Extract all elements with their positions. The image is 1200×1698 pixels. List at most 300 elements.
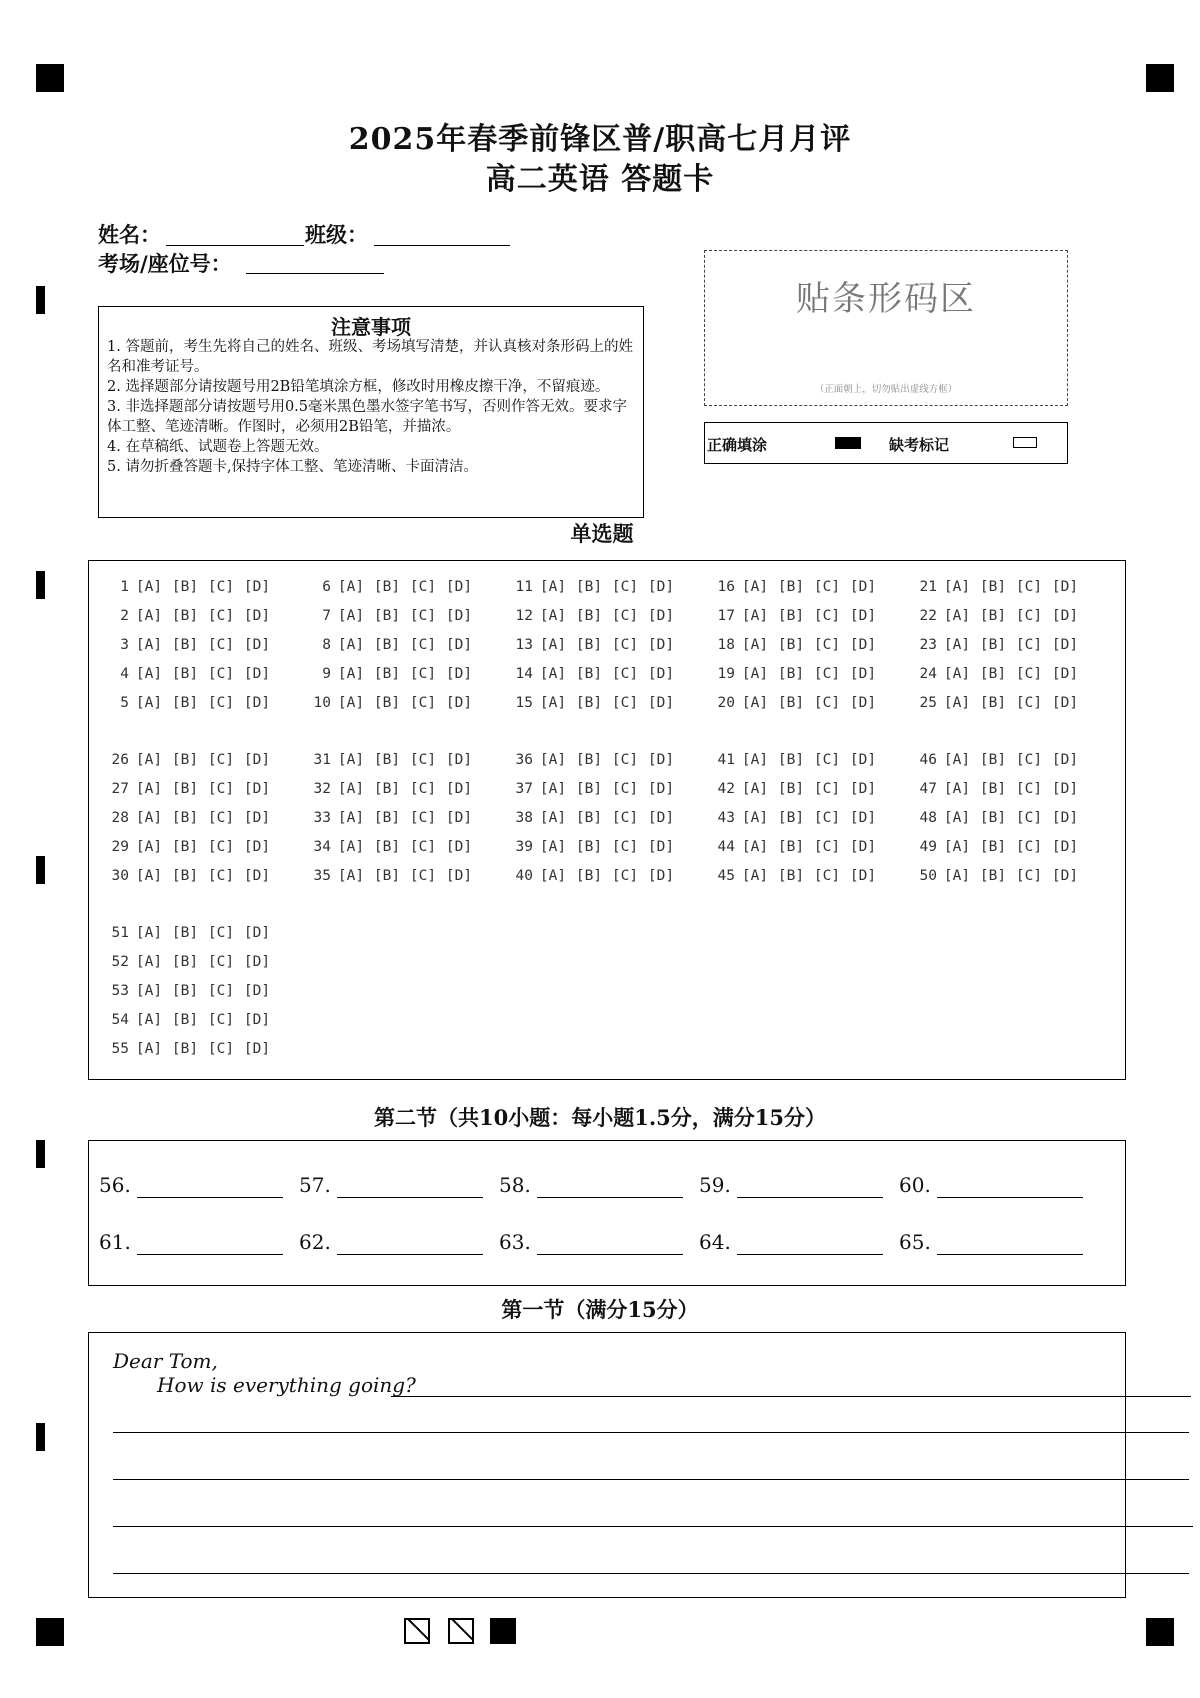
answer-option-bubble[interactable]: [B] — [979, 608, 1007, 624]
blank-answer-line[interactable] — [737, 1197, 883, 1198]
answer-option-bubble[interactable]: [D] — [1051, 608, 1079, 624]
answer-option-bubble[interactable]: [B] — [171, 925, 199, 941]
answer-option-bubble[interactable]: [A] — [539, 752, 567, 768]
answer-option-bubble[interactable]: [A] — [539, 608, 567, 624]
answer-option-bubble[interactable]: [B] — [373, 608, 401, 624]
mc-question — [305, 839, 495, 865]
answer-option-bubble[interactable]: [D] — [243, 868, 271, 884]
answer-option-bubble[interactable]: [C] — [207, 925, 235, 941]
answer-option-bubble[interactable]: [A] — [943, 810, 971, 826]
answer-option-bubble[interactable]: [A] — [135, 752, 163, 768]
answer-option-bubble[interactable]: [C] — [409, 868, 437, 884]
answer-option-bubble[interactable]: [D] — [243, 925, 271, 941]
blank-number: 63. — [499, 1230, 531, 1254]
mc-question — [103, 637, 293, 663]
answer-option-bubble[interactable]: [B] — [171, 579, 199, 595]
mc-question — [103, 1012, 293, 1038]
answer-option-bubble[interactable]: [A] — [135, 810, 163, 826]
answer-option-bubble[interactable]: [A] — [135, 1041, 163, 1057]
barcode-note: （正面朝上，切勿贴出虚线方框） — [814, 384, 958, 395]
answer-option-bubble[interactable]: [C] — [813, 695, 841, 711]
barcode-area — [704, 250, 1068, 406]
answer-option-bubble[interactable]: [B] — [373, 637, 401, 653]
answer-option-bubble[interactable]: [A] — [741, 695, 769, 711]
answer-option-bubble[interactable]: [C] — [409, 579, 437, 595]
answer-option-bubble[interactable]: [C] — [207, 954, 235, 970]
answer-option-bubble[interactable]: [A] — [135, 983, 163, 999]
answer-option-bubble[interactable]: [D] — [647, 608, 675, 624]
answer-option-bubble[interactable]: [D] — [1051, 810, 1079, 826]
answer-option-bubble[interactable]: [A] — [539, 637, 567, 653]
answer-option-bubble[interactable]: [D] — [243, 579, 271, 595]
answer-option-bubble[interactable]: [B] — [777, 752, 805, 768]
answer-option-bubble[interactable]: [B] — [575, 868, 603, 884]
answer-option-bubble[interactable]: [B] — [171, 868, 199, 884]
answer-option-bubble[interactable]: [D] — [647, 666, 675, 682]
question-number: 16 — [717, 579, 735, 595]
answer-option-bubble[interactable]: [A] — [337, 608, 365, 624]
answer-option-bubble[interactable]: [B] — [575, 839, 603, 855]
answer-option-bubble[interactable]: [D] — [647, 839, 675, 855]
answer-option-bubble[interactable]: [B] — [777, 810, 805, 826]
question-number: 18 — [717, 637, 735, 653]
answer-option-bubble[interactable]: [A] — [943, 608, 971, 624]
answer-option-bubble[interactable]: [C] — [1015, 695, 1043, 711]
answer-option-bubble[interactable]: [B] — [777, 868, 805, 884]
absent-mark-checkbox[interactable] — [1013, 437, 1037, 448]
answer-option-bubble[interactable]: [A] — [135, 666, 163, 682]
blank-answer-line[interactable] — [337, 1254, 483, 1255]
answer-option-bubble[interactable]: [B] — [575, 637, 603, 653]
answer-option-bubble[interactable]: [D] — [1051, 781, 1079, 797]
answer-option-bubble[interactable]: [C] — [409, 839, 437, 855]
answer-option-bubble[interactable]: [C] — [611, 752, 639, 768]
name-field[interactable] — [166, 245, 304, 246]
answer-option-bubble[interactable]: [B] — [979, 810, 1007, 826]
answer-option-bubble[interactable]: [A] — [135, 608, 163, 624]
answer-option-bubble[interactable]: [A] — [135, 781, 163, 797]
answer-option-bubble[interactable]: [C] — [1015, 579, 1043, 595]
blank-answer-line[interactable] — [937, 1254, 1083, 1255]
seat-field[interactable] — [246, 273, 384, 274]
answer-option-bubble[interactable]: [A] — [135, 839, 163, 855]
answer-option-bubble[interactable]: [C] — [207, 1041, 235, 1057]
answer-option-bubble[interactable]: [D] — [445, 810, 473, 826]
mc-question — [709, 810, 899, 836]
mc-question — [709, 868, 899, 894]
writing-line[interactable] — [391, 1396, 1191, 1397]
answer-option-bubble[interactable]: [B] — [171, 954, 199, 970]
answer-option-bubble[interactable]: [A] — [943, 781, 971, 797]
mc-question — [305, 752, 495, 778]
answer-option-bubble[interactable]: [D] — [1051, 695, 1079, 711]
answer-option-bubble[interactable]: [B] — [373, 695, 401, 711]
answer-option-bubble[interactable]: [C] — [611, 666, 639, 682]
answer-option-bubble[interactable]: [C] — [611, 637, 639, 653]
answer-option-bubble[interactable]: [A] — [741, 868, 769, 884]
answer-option-bubble[interactable]: [C] — [409, 781, 437, 797]
answer-option-bubble[interactable]: [D] — [647, 781, 675, 797]
answer-option-bubble[interactable]: [B] — [979, 839, 1007, 855]
answer-option-bubble[interactable]: [A] — [135, 954, 163, 970]
answer-option-bubble[interactable]: [B] — [777, 608, 805, 624]
answer-option-bubble[interactable]: [C] — [409, 695, 437, 711]
timing-mark-left-1 — [36, 286, 45, 314]
question-number: 6 — [322, 579, 331, 595]
answer-option-bubble[interactable]: [C] — [813, 752, 841, 768]
answer-option-bubble[interactable]: [B] — [575, 579, 603, 595]
answer-option-bubble[interactable]: [D] — [243, 752, 271, 768]
answer-option-bubble[interactable]: [D] — [445, 839, 473, 855]
blank-answer-line[interactable] — [737, 1254, 883, 1255]
question-number: 24 — [919, 666, 937, 682]
answer-option-bubble[interactable]: [B] — [171, 666, 199, 682]
answer-option-bubble[interactable]: [C] — [813, 810, 841, 826]
answer-option-bubble[interactable]: [A] — [337, 868, 365, 884]
answer-option-bubble[interactable]: [A] — [943, 752, 971, 768]
answer-option-bubble[interactable]: [C] — [409, 666, 437, 682]
mc-question — [911, 781, 1101, 807]
timing-mark-left-2 — [36, 571, 45, 599]
answer-option-bubble[interactable]: [B] — [171, 839, 199, 855]
answer-option-bubble[interactable]: [A] — [943, 666, 971, 682]
answer-option-bubble[interactable]: [B] — [171, 983, 199, 999]
answer-option-bubble[interactable]: [D] — [849, 695, 877, 711]
timing-mark-left-4 — [36, 1140, 45, 1168]
answer-option-bubble[interactable]: [A] — [539, 839, 567, 855]
answer-option-bubble[interactable]: [C] — [207, 579, 235, 595]
answer-option-bubble[interactable]: [A] — [135, 579, 163, 595]
answer-option-bubble[interactable]: [D] — [647, 752, 675, 768]
answer-option-bubble[interactable]: [A] — [741, 637, 769, 653]
writing-line[interactable] — [113, 1573, 1189, 1574]
answer-option-bubble[interactable]: [A] — [539, 781, 567, 797]
answer-option-bubble[interactable]: [A] — [943, 839, 971, 855]
answer-option-bubble[interactable]: [C] — [207, 1012, 235, 1028]
writing-line[interactable] — [113, 1526, 1193, 1527]
answer-option-bubble[interactable]: [B] — [171, 781, 199, 797]
answer-option-bubble[interactable]: [A] — [741, 839, 769, 855]
answer-option-bubble[interactable]: [D] — [647, 637, 675, 653]
answer-option-bubble[interactable]: [D] — [243, 954, 271, 970]
answer-option-bubble[interactable]: [A] — [337, 637, 365, 653]
mc-question — [507, 695, 697, 721]
question-number: 3 — [120, 637, 129, 653]
answer-option-bubble[interactable]: [B] — [171, 1041, 199, 1057]
answer-option-bubble[interactable]: [B] — [171, 752, 199, 768]
name-label: 姓名： — [98, 222, 161, 247]
answer-option-bubble[interactable]: [C] — [611, 839, 639, 855]
answer-option-bubble[interactable]: [D] — [647, 868, 675, 884]
answer-option-bubble[interactable]: [A] — [539, 695, 567, 711]
answer-option-bubble[interactable]: [D] — [1051, 839, 1079, 855]
answer-option-bubble[interactable]: [D] — [1051, 868, 1079, 884]
writing-line[interactable] — [113, 1432, 1189, 1433]
answer-option-bubble[interactable]: [B] — [777, 781, 805, 797]
answer-option-bubble[interactable]: [B] — [575, 695, 603, 711]
answer-option-bubble[interactable]: [C] — [1015, 868, 1043, 884]
answer-option-bubble[interactable]: [C] — [813, 839, 841, 855]
answer-option-bubble[interactable]: [B] — [777, 579, 805, 595]
answer-option-bubble[interactable]: [B] — [373, 868, 401, 884]
blank-number: 58. — [499, 1173, 531, 1197]
mc-answer-box — [88, 560, 1126, 1080]
answer-option-bubble[interactable]: [D] — [1051, 752, 1079, 768]
answer-option-bubble[interactable]: [C] — [813, 637, 841, 653]
answer-option-bubble[interactable]: [C] — [409, 810, 437, 826]
answer-option-bubble[interactable]: [B] — [373, 781, 401, 797]
answer-option-bubble[interactable]: [C] — [1015, 666, 1043, 682]
answer-option-bubble[interactable]: [C] — [813, 579, 841, 595]
answer-option-bubble[interactable]: [A] — [741, 608, 769, 624]
answer-option-bubble[interactable]: [D] — [445, 579, 473, 595]
answer-option-bubble[interactable]: [B] — [979, 752, 1007, 768]
blank-answer-line[interactable] — [537, 1197, 683, 1198]
answer-option-bubble[interactable]: [A] — [135, 637, 163, 653]
answer-option-bubble[interactable]: [D] — [849, 810, 877, 826]
answer-option-bubble[interactable]: [C] — [207, 781, 235, 797]
answer-option-bubble[interactable]: [D] — [445, 695, 473, 711]
class-field[interactable] — [374, 245, 510, 246]
mc-question — [911, 695, 1101, 721]
answer-option-bubble[interactable]: [A] — [741, 579, 769, 595]
question-number: 19 — [717, 666, 735, 682]
answer-option-bubble[interactable]: [C] — [813, 781, 841, 797]
answer-option-bubble[interactable]: [C] — [409, 637, 437, 653]
blank-number: 65. — [899, 1230, 931, 1254]
mc-question — [103, 810, 293, 836]
answer-option-bubble[interactable]: [A] — [943, 695, 971, 711]
answer-option-bubble[interactable]: [D] — [243, 1012, 271, 1028]
answer-option-bubble[interactable]: [B] — [373, 579, 401, 595]
question-number: 26 — [111, 752, 129, 768]
answer-option-bubble[interactable]: [A] — [337, 752, 365, 768]
answer-option-bubble[interactable]: [B] — [575, 810, 603, 826]
page-mark-box — [404, 1618, 430, 1644]
mc-question — [709, 579, 899, 605]
answer-option-bubble[interactable]: [A] — [135, 695, 163, 711]
question-number: 52 — [111, 954, 129, 970]
mc-question — [709, 839, 899, 865]
answer-option-bubble[interactable]: [C] — [611, 810, 639, 826]
mc-question — [103, 695, 293, 721]
answer-option-bubble[interactable]: [B] — [777, 695, 805, 711]
seat-label: 考场/座位号： — [98, 251, 232, 276]
answer-option-bubble[interactable]: [D] — [647, 695, 675, 711]
answer-option-bubble[interactable]: [D] — [1051, 579, 1079, 595]
answer-option-bubble[interactable]: [B] — [575, 752, 603, 768]
answer-option-bubble[interactable]: [D] — [445, 637, 473, 653]
answer-option-bubble[interactable]: [A] — [943, 579, 971, 595]
answer-option-bubble[interactable]: [B] — [777, 666, 805, 682]
answer-option-bubble[interactable]: [A] — [337, 839, 365, 855]
answer-option-bubble[interactable]: [A] — [337, 810, 365, 826]
answer-option-bubble[interactable]: [B] — [979, 666, 1007, 682]
answer-option-bubble[interactable]: [B] — [373, 666, 401, 682]
mc-section-title: 单选题 — [570, 521, 634, 546]
answer-option-bubble[interactable]: [B] — [373, 810, 401, 826]
answer-option-bubble[interactable]: [A] — [135, 868, 163, 884]
answer-option-bubble[interactable]: [C] — [1015, 839, 1043, 855]
answer-option-bubble[interactable]: [C] — [1015, 781, 1043, 797]
answer-option-bubble[interactable]: [B] — [979, 695, 1007, 711]
question-number: 20 — [717, 695, 735, 711]
blank-answer-line[interactable] — [537, 1254, 683, 1255]
answer-option-bubble[interactable]: [A] — [943, 868, 971, 884]
answer-option-bubble[interactable]: [C] — [409, 608, 437, 624]
answer-option-bubble[interactable]: [A] — [135, 925, 163, 941]
question-number: 7 — [322, 608, 331, 624]
answer-option-bubble[interactable]: [D] — [445, 666, 473, 682]
mc-question — [507, 666, 697, 692]
question-number: 31 — [313, 752, 331, 768]
answer-option-bubble[interactable]: [B] — [777, 839, 805, 855]
answer-option-bubble[interactable]: [B] — [979, 579, 1007, 595]
answer-option-bubble[interactable]: [D] — [243, 695, 271, 711]
question-number: 33 — [313, 810, 331, 826]
answer-option-bubble[interactable]: [D] — [445, 781, 473, 797]
answer-option-bubble[interactable]: [C] — [611, 781, 639, 797]
question-number: 30 — [111, 868, 129, 884]
answer-option-bubble[interactable]: [B] — [171, 1012, 199, 1028]
answer-option-bubble[interactable]: [D] — [1051, 666, 1079, 682]
mc-question — [911, 608, 1101, 634]
answer-option-bubble[interactable]: [C] — [207, 868, 235, 884]
answer-option-bubble[interactable]: [D] — [445, 608, 473, 624]
answer-option-bubble[interactable]: [B] — [979, 637, 1007, 653]
answer-option-bubble[interactable]: [A] — [337, 579, 365, 595]
answer-option-bubble[interactable]: [D] — [849, 868, 877, 884]
question-number: 47 — [919, 781, 937, 797]
answer-option-bubble[interactable]: [D] — [243, 810, 271, 826]
answer-option-bubble[interactable]: [A] — [741, 810, 769, 826]
answer-option-bubble[interactable]: [B] — [575, 666, 603, 682]
answer-option-bubble[interactable]: [B] — [373, 839, 401, 855]
answer-option-bubble[interactable]: [B] — [171, 695, 199, 711]
answer-option-bubble[interactable]: [C] — [207, 810, 235, 826]
answer-option-bubble[interactable]: [A] — [539, 868, 567, 884]
question-number: 5 — [120, 695, 129, 711]
answer-option-bubble[interactable]: [A] — [337, 695, 365, 711]
answer-option-bubble[interactable]: [A] — [135, 1012, 163, 1028]
answer-option-bubble[interactable]: [D] — [849, 637, 877, 653]
answer-option-bubble[interactable]: [A] — [539, 579, 567, 595]
answer-option-bubble[interactable]: [D] — [849, 752, 877, 768]
answer-option-bubble[interactable]: [C] — [207, 637, 235, 653]
question-number: 55 — [111, 1041, 129, 1057]
answer-option-bubble[interactable]: [D] — [445, 868, 473, 884]
answer-option-bubble[interactable]: [B] — [777, 637, 805, 653]
blank-answer-line[interactable] — [937, 1197, 1083, 1198]
writing-line[interactable] — [113, 1479, 1189, 1480]
blank-number: 57. — [299, 1173, 331, 1197]
answer-option-bubble[interactable]: [C] — [1015, 637, 1043, 653]
answer-option-bubble[interactable]: [A] — [539, 810, 567, 826]
answer-option-bubble[interactable]: [C] — [1015, 752, 1043, 768]
answer-option-bubble[interactable]: [A] — [337, 781, 365, 797]
answer-option-bubble[interactable]: [D] — [849, 608, 877, 624]
answer-option-bubble[interactable]: [D] — [849, 781, 877, 797]
answer-option-bubble[interactable]: [D] — [243, 983, 271, 999]
page-mark-filled — [490, 1618, 516, 1644]
answer-option-bubble[interactable]: [C] — [207, 608, 235, 624]
answer-option-bubble[interactable]: [C] — [813, 868, 841, 884]
answer-option-bubble[interactable]: [A] — [539, 666, 567, 682]
mc-question — [103, 983, 293, 1009]
answer-option-bubble[interactable]: [A] — [741, 752, 769, 768]
answer-option-bubble[interactable]: [D] — [243, 637, 271, 653]
answer-option-bubble[interactable]: [C] — [813, 666, 841, 682]
answer-option-bubble[interactable]: [A] — [337, 666, 365, 682]
page-mark-box — [448, 1618, 474, 1644]
answer-option-bubble[interactable]: [D] — [243, 666, 271, 682]
answer-option-bubble[interactable]: [D] — [647, 810, 675, 826]
blank-answer-line[interactable] — [137, 1254, 283, 1255]
answer-option-bubble[interactable]: [C] — [409, 752, 437, 768]
answer-option-bubble[interactable]: [B] — [373, 752, 401, 768]
answer-option-bubble[interactable]: [D] — [1051, 637, 1079, 653]
answer-option-bubble[interactable]: [C] — [207, 839, 235, 855]
answer-option-bubble[interactable]: [D] — [243, 1041, 271, 1057]
question-number: 48 — [919, 810, 937, 826]
question-number: 44 — [717, 839, 735, 855]
answer-option-bubble[interactable]: [C] — [611, 579, 639, 595]
answer-option-bubble[interactable]: [D] — [647, 579, 675, 595]
answer-option-bubble[interactable]: [C] — [813, 608, 841, 624]
answer-option-bubble[interactable]: [A] — [741, 666, 769, 682]
answer-option-bubble[interactable]: [C] — [611, 695, 639, 711]
question-number: 17 — [717, 608, 735, 624]
writing-box — [88, 1332, 1126, 1598]
answer-option-bubble[interactable]: [B] — [171, 810, 199, 826]
answer-option-bubble[interactable]: [B] — [575, 608, 603, 624]
answer-option-bubble[interactable]: [D] — [445, 752, 473, 768]
answer-option-bubble[interactable]: [C] — [207, 695, 235, 711]
answer-option-bubble[interactable]: [B] — [979, 868, 1007, 884]
answer-option-bubble[interactable]: [B] — [979, 781, 1007, 797]
answer-option-bubble[interactable]: [B] — [575, 781, 603, 797]
answer-option-bubble[interactable]: [B] — [171, 637, 199, 653]
answer-option-bubble[interactable]: [C] — [611, 608, 639, 624]
answer-option-bubble[interactable]: [D] — [243, 839, 271, 855]
answer-option-bubble[interactable]: [D] — [849, 839, 877, 855]
notice-list — [107, 337, 637, 477]
answer-option-bubble[interactable]: [D] — [243, 608, 271, 624]
answer-option-bubble[interactable]: [A] — [943, 637, 971, 653]
answer-option-bubble[interactable]: [C] — [207, 666, 235, 682]
answer-option-bubble[interactable]: [B] — [171, 608, 199, 624]
answer-option-bubble[interactable]: [C] — [611, 868, 639, 884]
mc-question — [507, 781, 697, 807]
mc-question — [305, 637, 495, 663]
question-number: 42 — [717, 781, 735, 797]
blank-answer-line[interactable] — [137, 1197, 283, 1198]
question-number: 43 — [717, 810, 735, 826]
answer-option-bubble[interactable]: [C] — [1015, 608, 1043, 624]
question-number: 29 — [111, 839, 129, 855]
blank-answer-line[interactable] — [337, 1197, 483, 1198]
question-number: 28 — [111, 810, 129, 826]
answer-option-bubble[interactable]: [D] — [243, 781, 271, 797]
mc-question — [103, 1041, 293, 1067]
answer-option-bubble[interactable]: [C] — [207, 983, 235, 999]
answer-option-bubble[interactable]: [D] — [849, 579, 877, 595]
answer-option-bubble[interactable]: [A] — [741, 781, 769, 797]
answer-option-bubble[interactable]: [C] — [1015, 810, 1043, 826]
answer-option-bubble[interactable]: [C] — [207, 752, 235, 768]
answer-option-bubble[interactable]: [D] — [849, 666, 877, 682]
mc-question — [305, 810, 495, 836]
